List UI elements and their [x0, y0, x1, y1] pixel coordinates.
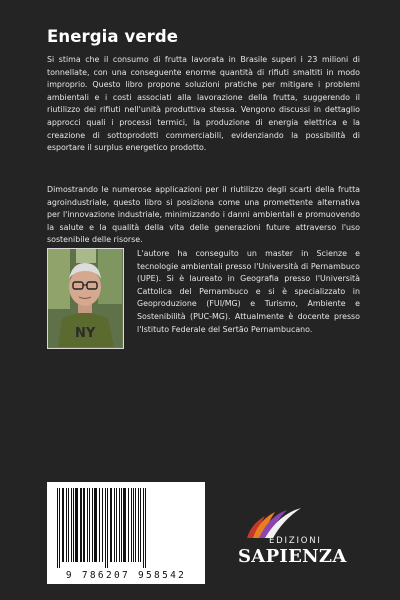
barcode-bar: [83, 488, 85, 562]
publisher-logo: [233, 506, 347, 576]
barcode-bar: [119, 488, 120, 562]
barcode-bar: [94, 488, 97, 562]
publisher-name: SAPIENZA: [238, 546, 347, 567]
publisher-prefix: EDIZIONI: [269, 536, 322, 546]
barcode-bar: [59, 488, 60, 568]
barcode-bar: [71, 488, 72, 562]
barcode-bar: [123, 488, 126, 562]
barcode-bar: [121, 488, 122, 562]
barcode-bar: [102, 488, 103, 562]
barcode-bar: [68, 488, 69, 562]
description-paragraph-2: Dimostrando le numerose applicazioni per il riutilizzo degli scarti della frutta agroindustriale, questo libro si posiziona come una promettente alternativa per l'innovazione industriale, minimizzando i danni ambientali e promuovendo la salute e la qualità della vita delle generazioni future attraverso l'uso sostenibile delle risorse.: [47, 185, 360, 245]
barcode-bar: [110, 488, 112, 562]
isbn-number: 9 786207 958542: [65, 570, 187, 581]
feather-quill-icon: [243, 506, 303, 540]
barcode-bar: [145, 488, 146, 568]
barcode-bar: [99, 488, 100, 562]
barcode-bar: [89, 488, 90, 562]
barcode-bar: [105, 488, 106, 568]
barcode-bar: [131, 488, 132, 562]
barcode-bars: [47, 482, 205, 570]
barcode-bar: [80, 488, 82, 562]
shirt-print: NY: [75, 326, 96, 341]
barcode-bar: [87, 488, 88, 562]
barcode-bar: [66, 488, 67, 562]
barcode-bar: [107, 488, 108, 568]
author-bio: L'autore ha conseguito un master in Scienze e tecnologie ambientali presso l'Università di Pernambuco (UPE). Si è laureato in Geografia presso l'Università Cattolica del Pernambuco e si è specializzato in Geoproduzione (FUI/MG) e Turismo, Ambiente e Sostenibilità (PUC-MG). Attualmente è docente presso l'Istituto Federale del Sertão Pernambucano.: [137, 249, 360, 334]
barcode-bar: [128, 488, 129, 562]
barcode-bar: [135, 488, 136, 562]
barcode-bar: [73, 488, 74, 562]
barcode-bar: [143, 488, 144, 568]
barcode-bar: [92, 488, 93, 562]
author-photo: [47, 248, 124, 349]
description-paragraph-1: Si stima che il consumo di frutta lavorata in Brasile superi i 23 milioni di tonnellate, con una conseguente enorme quantità di rifiuti smaltiti in modo improprio. Questo libro propone soluzioni pratiche per mitigare i problemi ambientali e i costi associati alla lavorazione della frutta, suggerendo il riutilizzo dei rifiuti nell'unità produttiva stessa. Vengono discussi in dettaglio approcci quali i processi termici, la produzione di energia elettrica e la creazione di sottoprodotti commerciabili, evidenziando la possibilità di esportare il surplus energetico prodotto.: [47, 55, 360, 153]
book-title: Energia verde: [47, 27, 179, 46]
barcode-bar: [57, 488, 58, 568]
author-portrait-image: [48, 249, 122, 347]
barcode-bar: [133, 488, 134, 562]
barcode-bar: [62, 488, 64, 562]
isbn-barcode: [47, 482, 205, 584]
barcode-bar: [140, 488, 141, 562]
barcode-bar: [75, 488, 78, 562]
barcode-bar: [114, 488, 115, 562]
barcode-bar: [138, 488, 139, 562]
barcode-bar: [116, 488, 117, 562]
